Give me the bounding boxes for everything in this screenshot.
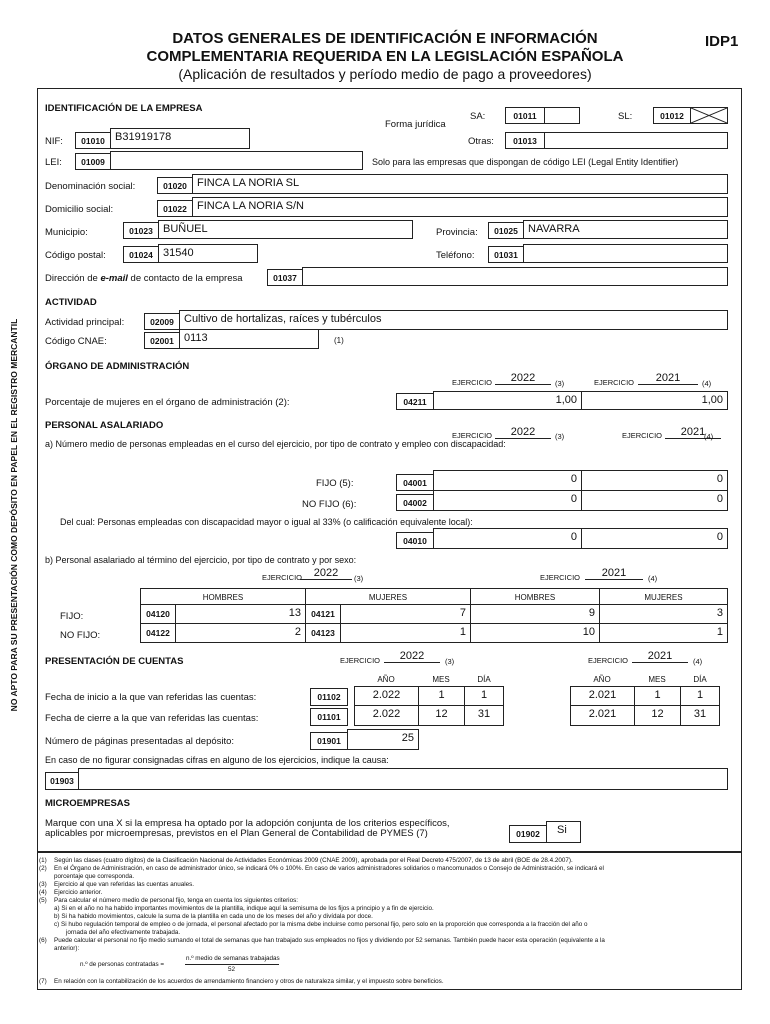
domicilio-label: Domicilio social: xyxy=(45,204,114,215)
provincia-label: Provincia: xyxy=(436,227,478,238)
cuentas-note1: (3) xyxy=(445,657,455,666)
personal-a-label: a) Número medio de personas empleadas en el curso del ejercicio, por tipo de contrato y empleo con discapacidad: xyxy=(45,439,506,449)
telefono-field[interactable] xyxy=(523,244,728,263)
b-fijo-hombres-2022[interactable]: 13 xyxy=(175,604,306,624)
b-ejercicio2-label: EJERCICIO xyxy=(540,573,581,582)
actividad-principal-label: Actividad principal: xyxy=(45,317,125,328)
cierre-2022-ano[interactable]: 2.022 xyxy=(354,705,419,726)
email-label-em: e-mail xyxy=(100,273,128,284)
section-personal: PERSONAL ASALARIADO xyxy=(45,420,164,431)
paginas-field[interactable]: 25 xyxy=(347,729,419,750)
section-cuentas: PRESENTACIÓN DE CUENTAS xyxy=(45,656,184,667)
email-label-post: de contacto de la empresa xyxy=(127,273,243,284)
pct-mujeres-label: Porcentaje de mujeres en el órgano de administración (2): xyxy=(45,397,290,408)
fn1-text: Según las clases (cuatro dígitos) de la Clasificación Nacional de Actividades Económicas 2009 (CNAE 2009), aprobada por el Real Decreto 475/2007, de 13 de abril (BOE de 28.4.2007). xyxy=(54,857,573,864)
inicio-2021-mes[interactable]: 1 xyxy=(634,686,681,706)
fn2-num: (2) xyxy=(39,865,47,872)
b-fijo-mujeres-2022[interactable]: 7 xyxy=(340,604,471,624)
b-header-mujeres-1 xyxy=(305,588,471,605)
fn5-a: a) Si en el año no ha habido importantes movimientos de la plantilla, indique aquí la semisuma de los fijos a principio y a fin de ejercicio. xyxy=(54,905,434,912)
cuentas-mes-1: MES xyxy=(432,675,450,684)
personal-year2: 2021 xyxy=(665,426,721,439)
denominacion-field[interactable]: FINCA LA NORIA SL xyxy=(192,174,728,194)
lei-field[interactable] xyxy=(110,151,363,170)
cuentas-year1: 2022 xyxy=(384,650,440,663)
micro-code: 01902 xyxy=(509,825,547,843)
causa-field[interactable] xyxy=(78,768,728,790)
formula-left: n.º de personas contratadas = xyxy=(80,961,165,968)
personal-ejercicio1-label: EJERCICIO xyxy=(452,431,493,440)
section-actividad: ACTIVIDAD xyxy=(45,297,97,308)
cierre-2022-dia[interactable]: 31 xyxy=(464,705,504,726)
fn6-num: (6) xyxy=(39,937,47,944)
organo-note1: (3) xyxy=(555,379,565,388)
lei-note: Solo para las empresas que dispongan de código LEI (Legal Entity Identifier) xyxy=(372,157,679,167)
micro-text2: aplicables por microempresas, previstos en el Plan General de Contabilidad de PYMES (7) xyxy=(45,828,428,839)
section-microempresas: MICROEMPRESAS xyxy=(45,798,130,809)
fecha-inicio-code: 01102 xyxy=(310,688,348,706)
fn3-num: (3) xyxy=(39,881,47,888)
inicio-2021-dia[interactable]: 1 xyxy=(680,686,720,706)
formula-denominator: 52 xyxy=(228,966,236,973)
discapacidad-2021[interactable]: 0 xyxy=(581,528,728,549)
cuentas-dia-2: DÍA xyxy=(693,675,707,684)
fn2-text-b: porcentaje que corresponda. xyxy=(54,873,135,880)
b-nofijo-mujeres-2021[interactable]: 1 xyxy=(599,623,728,643)
cuentas-ano-2: AÑO xyxy=(593,675,611,684)
personal-note1: (3) xyxy=(555,432,565,441)
pct-mujeres-code: 04211 xyxy=(396,393,434,410)
municipio-field[interactable]: BUÑUEL xyxy=(158,220,413,239)
denominacion-code: 01020 xyxy=(157,177,193,194)
b-note2: (4) xyxy=(648,574,658,583)
municipio-label: Municipio: xyxy=(45,227,88,238)
fn5-b: b) Si ha habido movimientos, calcule la suma de la plantilla en cada uno de los meses del año y divídala por doce. xyxy=(54,913,373,920)
email-field[interactable] xyxy=(302,267,728,286)
organo-ejercicio1-label: EJERCICIO xyxy=(452,378,493,387)
section-organo: ÓRGANO DE ADMINISTRACIÓN xyxy=(45,361,190,372)
nofijo-2021[interactable]: 0 xyxy=(581,490,728,511)
nif-field[interactable]: B31919178 xyxy=(110,128,250,149)
cuentas-mes-2: MES xyxy=(648,675,666,684)
personal-ejercicio2-label: EJERCICIO xyxy=(622,431,663,440)
cuentas-dia-1: DÍA xyxy=(477,675,491,684)
micro-text1: Marque con una X si la empresa ha optado por la adopción conjunta de los criterios específicos, xyxy=(45,818,450,829)
otras-code: 01013 xyxy=(505,132,545,149)
codigo-postal-code: 01024 xyxy=(123,246,159,263)
fijo-2022[interactable]: 0 xyxy=(433,470,582,491)
section-identificacion: IDENTIFICACIÓN DE LA EMPRESA xyxy=(45,103,203,114)
email-label-pre: Dirección de xyxy=(45,273,101,284)
form-title-line2: COMPLEMENTARIA REQUERIDA EN LA LEGISLACIÓN ESPAÑOLA xyxy=(146,48,624,65)
nofijo-code: 04002 xyxy=(396,494,434,511)
codigo-postal-field[interactable]: 31540 xyxy=(158,244,258,263)
b-nofijo-h-code: 04122 xyxy=(140,623,176,643)
organo-year1: 2022 xyxy=(495,372,551,385)
nofijo-2022[interactable]: 0 xyxy=(433,490,582,511)
personal-year1: 2022 xyxy=(495,426,551,439)
organo-year2: 2021 xyxy=(638,372,698,385)
b-header-hombres-2 xyxy=(470,588,600,605)
fn7-text: En relación con la contabilización de los acuerdos de arrendamiento financiero y otros de naturaleza similar, y el impuesto sobre beneficios. xyxy=(54,978,444,985)
inicio-2022-mes[interactable]: 1 xyxy=(418,686,465,706)
pct-mujeres-2021[interactable]: 1,00 xyxy=(581,391,728,410)
x-mark-icon xyxy=(691,108,727,123)
sa-code: 01011 xyxy=(505,107,545,124)
domicilio-field[interactable]: FINCA LA NORIA S/N xyxy=(192,197,728,217)
fn3-text: Ejercicio al que van referidas las cuentas anuales. xyxy=(54,881,195,888)
fn6-text-b: anterior): xyxy=(54,945,80,952)
cierre-2021-mes[interactable]: 12 xyxy=(634,705,681,726)
fecha-inicio-label: Fecha de inicio a la que van referidas las cuentas: xyxy=(45,692,257,703)
inicio-2021-ano[interactable]: 2.021 xyxy=(570,686,635,706)
b-header-hombres-2-text: HOMBRES xyxy=(514,593,556,602)
formula-fraction-bar xyxy=(185,964,279,965)
personal-b-label: b) Personal asalariado al término del ejercicio, por tipo de contrato y por sexo: xyxy=(45,555,357,565)
b-year2: 2021 xyxy=(585,567,643,580)
fn5-num: (5) xyxy=(39,897,47,904)
b-ejercicio1-label: EJERCICIO xyxy=(262,573,303,582)
fijo-label: FIJO (5): xyxy=(316,478,354,489)
provincia-code: 01025 xyxy=(488,222,524,239)
discapacidad-label: Del cual: Personas empleadas con discapacidad mayor o igual al 33% (o calificación equivalente local): xyxy=(60,517,473,527)
nif-label: NIF: xyxy=(45,136,63,147)
organo-ejercicio2-label: EJERCICIO xyxy=(594,378,635,387)
form-subtitle: (Aplicación de resultados y período medio de pago a proveedores) xyxy=(178,66,592,82)
b-note1: (3) xyxy=(354,574,364,583)
codigo-postal-label: Código postal: xyxy=(45,250,106,261)
fn5-c1: c) Si hubo regulación temporal de empleo o de jornada, el personal afectado por la misma debe incluirse como personal fijo, pero solo en la proporción que corresponda a la fracción del año o xyxy=(54,921,588,928)
domicilio-code: 01022 xyxy=(157,200,193,217)
lei-code: 01009 xyxy=(75,153,111,170)
fecha-cierre-label: Fecha de cierre a la que van referidas las cuentas: xyxy=(45,713,259,724)
inicio-2022-dia[interactable]: 1 xyxy=(464,686,504,706)
cuentas-ejercicio2-label: EJERCICIO xyxy=(588,656,629,665)
cnae-note: (1) xyxy=(334,336,344,345)
b-nofijo-label: NO FIJO: xyxy=(60,630,101,641)
sl-checkbox[interactable] xyxy=(690,107,728,124)
side-disclaimer: NO APTO PARA SU PRESENTACIÓN COMO DEPÓSITO EN PAPEL EN EL REGISTRO MERCANTIL xyxy=(9,318,19,712)
b-nofijo-mujeres-2022[interactable]: 1 xyxy=(340,623,471,643)
paginas-label: Número de páginas presentadas al depósito: xyxy=(45,736,235,747)
cuentas-ejercicio1-label: EJERCICIO xyxy=(340,656,381,665)
form-code: IDP1 xyxy=(705,33,739,50)
formula-numerator: n.º medio de semanas trabajadas xyxy=(186,955,280,962)
b-nofijo-m-code: 04123 xyxy=(305,623,341,643)
nofijo-label: NO FIJO (6): xyxy=(302,499,357,510)
email-code: 01037 xyxy=(267,269,303,286)
b-nofijo-hombres-2021[interactable]: 10 xyxy=(470,623,600,643)
cuentas-note2: (4) xyxy=(693,657,703,666)
telefono-label: Teléfono: xyxy=(436,250,475,261)
nif-code: 01010 xyxy=(75,132,111,149)
denominacion-label: Denominación social: xyxy=(45,181,136,192)
sa-field[interactable] xyxy=(544,107,580,124)
b-fijo-h-code: 04120 xyxy=(140,604,176,624)
fn5-c2: jornada del año efectivamente trabajada. xyxy=(66,929,181,936)
cnae-field[interactable]: 0113 xyxy=(179,329,319,349)
discapacidad-code: 04010 xyxy=(396,532,434,549)
form-title-line1: DATOS GENERALES DE IDENTIFICACIÓN E INFORMACIÓN xyxy=(172,30,598,47)
causa-label: En caso de no figurar consignadas cifras en alguno de los ejercicios, indique la causa: xyxy=(45,755,389,765)
paginas-code: 01901 xyxy=(310,732,348,750)
personal-note2: (4) xyxy=(704,432,714,441)
telefono-code: 01031 xyxy=(488,246,524,263)
b-fijo-mujeres-2021[interactable]: 3 xyxy=(599,604,728,624)
cuentas-year2: 2021 xyxy=(632,650,688,663)
actividad-principal-code: 02009 xyxy=(144,313,180,330)
lei-label: LEI: xyxy=(45,157,62,168)
b-fijo-m-code: 04121 xyxy=(305,604,341,624)
fn2-text-a: En el Órgano de Administración, en caso de administrador único, se indicará 0% o 100%. En caso de varios administradores solidarios o mancomunados o Consejo de Administración, se indicará el xyxy=(54,865,604,872)
sa-label: SA: xyxy=(470,111,486,122)
micro-field[interactable]: Si xyxy=(546,821,581,843)
discapacidad-2022[interactable]: 0 xyxy=(433,528,582,549)
b-header-mujeres-2-text: MUJERES xyxy=(644,593,683,602)
actividad-principal-field[interactable]: Cultivo de hortalizas, raíces y tubérculos xyxy=(179,310,728,330)
b-header-mujeres-2 xyxy=(599,588,728,605)
fn6-text-a: Puede calcular el personal no fijo medio sumando el total de semanas que han trabajado sus empleados no fijos y dividiendo por 52 semanas. También puede hacer esta operación (equivalente a la xyxy=(54,937,605,944)
fecha-cierre-code: 01101 xyxy=(310,708,348,726)
fn1-num: (1) xyxy=(39,857,47,864)
provincia-field[interactable]: NAVARRA xyxy=(523,220,728,239)
fijo-code: 04001 xyxy=(396,474,434,491)
cierre-2021-dia[interactable]: 31 xyxy=(680,705,720,726)
forma-juridica-label: Forma jurídica xyxy=(385,119,446,130)
b-nofijo-hombres-2022[interactable]: 2 xyxy=(175,623,306,643)
pct-mujeres-2022[interactable]: 1,00 xyxy=(433,391,582,410)
b-fijo-label: FIJO: xyxy=(60,611,84,622)
b-fijo-hombres-2021[interactable]: 9 xyxy=(470,604,600,624)
fn4-text: Ejercicio anterior. xyxy=(54,889,103,896)
cierre-2022-mes[interactable]: 12 xyxy=(418,705,465,726)
sl-label: SL: xyxy=(618,111,633,122)
email-label xyxy=(45,274,243,284)
cuentas-ano-1: AÑO xyxy=(377,675,395,684)
fijo-2021[interactable]: 0 xyxy=(581,470,728,491)
fn4-num: (4) xyxy=(39,889,47,896)
fn7-num: (7) xyxy=(39,978,47,985)
inicio-2022-ano[interactable]: 2.022 xyxy=(354,686,419,706)
b-header-hombres-1-text: HOMBRES xyxy=(202,593,244,602)
sl-code: 01012 xyxy=(653,107,691,124)
otras-label: Otras: xyxy=(468,136,494,147)
b-year1: 2022 xyxy=(300,567,352,580)
causa-code: 01903 xyxy=(45,772,79,790)
municipio-code: 01023 xyxy=(123,222,159,239)
cnae-code: 02001 xyxy=(144,332,180,349)
fn5-text: Para calcular el número medio de personal fijo, tenga en cuenta los siguientes criterios: xyxy=(54,897,298,904)
otras-field[interactable] xyxy=(544,132,728,149)
b-header-mujeres-1-text: MUJERES xyxy=(368,593,408,602)
b-header-hombres-1 xyxy=(140,588,306,605)
cnae-label: Código CNAE: xyxy=(45,336,107,347)
cierre-2021-ano[interactable]: 2.021 xyxy=(570,705,635,726)
organo-note2: (4) xyxy=(702,379,712,388)
